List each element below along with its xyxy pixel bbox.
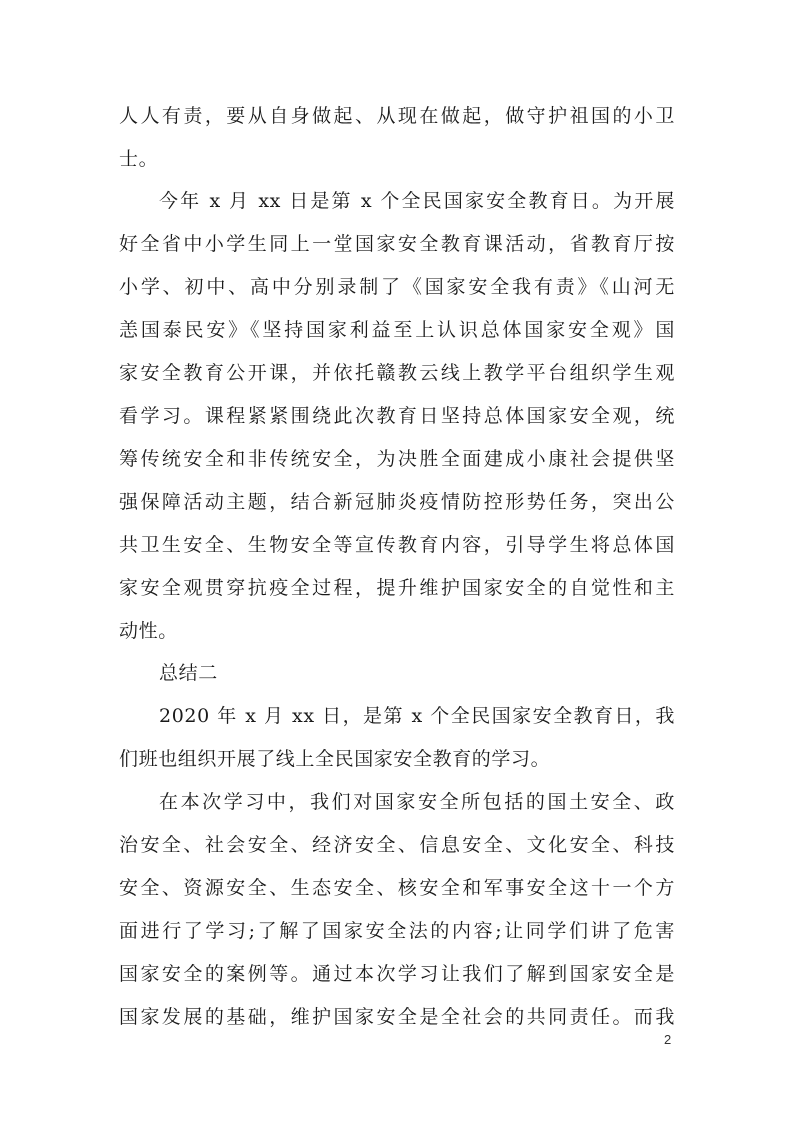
text-line: 恙国泰民安》《坚持国家利益至上认识总体国家安全观》国 <box>119 319 675 341</box>
text-line: 看学习。课程紧紧围绕此次教育日坚持总体国家安全观，统 <box>119 405 675 427</box>
text-line: 强保障活动主题，结合新冠肺炎疫情防控形势任务，突出公 <box>119 491 675 513</box>
paragraph-first-line: 今年 x 月 xx 日是第 x 个全民国家安全教育日。为开展 <box>159 190 675 212</box>
text-line: 动性。 <box>119 620 178 642</box>
text-line: 国家安全的案例等。通过本次学习让我们了解到国家安全是 <box>119 963 675 985</box>
paragraph-first-line: 2020 年 x 月 xx 日，是第 x 个全民国家安全教育日，我 <box>159 705 675 727</box>
text-line: 人人有责，要从自身做起、从现在做起，做守护祖国的小卫 <box>119 105 675 127</box>
text-line: 共卫生安全、生物安全等宣传教育内容，引导学生将总体国 <box>119 534 675 556</box>
text-line: 们班也组织开展了线上全民国家安全教育的学习。 <box>119 748 551 770</box>
text-line: 治安全、社会安全、经济安全、信息安全、文化安全、科技 <box>119 834 675 856</box>
section-heading: 总结二 <box>159 662 218 684</box>
text-line: 小学、初中、高中分别录制了《国家安全我有责》《山河无 <box>119 276 675 298</box>
page-number: 2 <box>664 1032 672 1047</box>
text-line: 国家发展的基础，维护国家安全是全社会的共同责任。而我 <box>119 1006 675 1028</box>
text-line: 家安全观贯穿抗疫全过程，提升维护国家安全的自觉性和主 <box>119 577 675 599</box>
text-line: 面进行了学习;了解了国家安全法的内容;让同学们讲了危害 <box>119 920 675 942</box>
text-line: 家安全教育公开课，并依托赣教云线上教学平台组织学生观 <box>119 362 675 384</box>
paragraph-first-line: 在本次学习中，我们对国家安全所包括的国土安全、政 <box>159 791 675 813</box>
text-line: 安全、资源安全、生态安全、核安全和军事安全这十一个方 <box>119 877 675 899</box>
text-line: 士。 <box>119 148 159 170</box>
text-line: 筹传统安全和非传统安全，为决胜全面建成小康社会提供坚 <box>119 448 675 470</box>
text-line: 好全省中小学生同上一堂国家安全教育课活动，省教育厅按 <box>119 233 675 255</box>
